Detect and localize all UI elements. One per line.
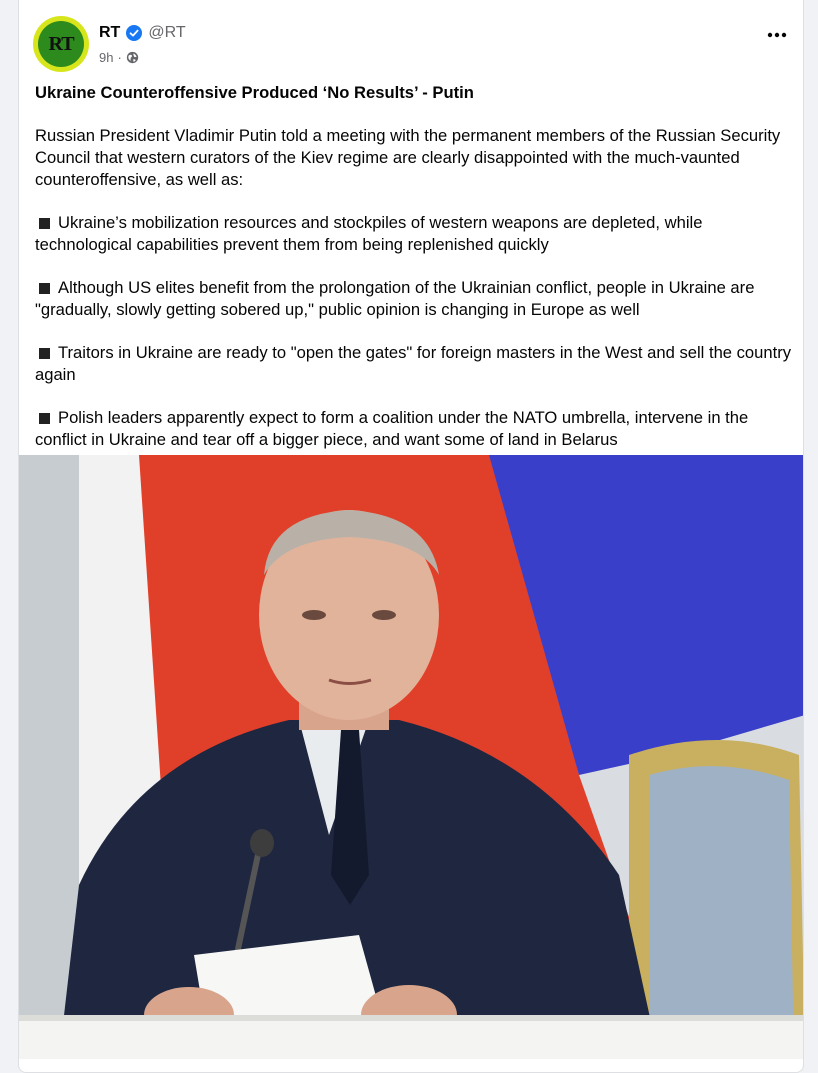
bullet-item [35, 342, 793, 386]
timestamp[interactable]: 9h [99, 50, 114, 65]
more-options-button[interactable] [765, 24, 789, 46]
meta-separator: · [117, 50, 122, 65]
post-meta [99, 50, 139, 65]
author-handle[interactable]: @RT [148, 24, 186, 41]
bullet-item [35, 407, 793, 451]
bullet-text: Ukraine’s mobilization resources and stockpiles of western weapons are depleted, while technological capabilities prevent them from being replenished quickly [35, 213, 703, 254]
square-bullet-icon [39, 218, 50, 229]
post-intro: Russian President Vladimir Putin told a meeting with the permanent members of the Russian Security Council that western curators of the Kiev regime are clearly disappointed with the much-vaunted counteroffensive, as well as: [35, 126, 781, 189]
more-dots-icon [767, 32, 787, 38]
photo-illustration [19, 455, 804, 1059]
author-row [99, 24, 186, 42]
avatar[interactable] [33, 16, 89, 72]
square-bullet-icon [39, 413, 50, 424]
bullet-item [35, 277, 793, 321]
bullet-text: Although US elites benefit from the prolongation of the Ukrainian conflict, people in Ukraine are "gradually, slowly getting sobered up," public opinion is changing in Europe as well [35, 278, 755, 319]
verified-badge-icon [126, 25, 142, 41]
post-headline: Ukraine Counteroffensive Produced ‘No Results’ - Putin [35, 83, 474, 102]
square-bullet-icon [39, 348, 50, 359]
avatar-logo: RT [38, 21, 84, 67]
post-card [18, 0, 804, 1073]
post-photo[interactable] [19, 455, 804, 1059]
post-body [35, 82, 793, 472]
author-name[interactable]: RT [99, 24, 121, 41]
bullet-text: Polish leaders apparently expect to form a coalition under the NATO umbrella, intervene in the conflict in Ukraine and tear off a bigger piece, and want some of land in Belarus [35, 408, 749, 449]
globe-icon [126, 51, 139, 64]
bullet-item [35, 212, 793, 256]
bullet-text: Traitors in Ukraine are ready to "open the gates" for foreign masters in the West and sell the country again [35, 343, 792, 384]
square-bullet-icon [39, 283, 50, 294]
